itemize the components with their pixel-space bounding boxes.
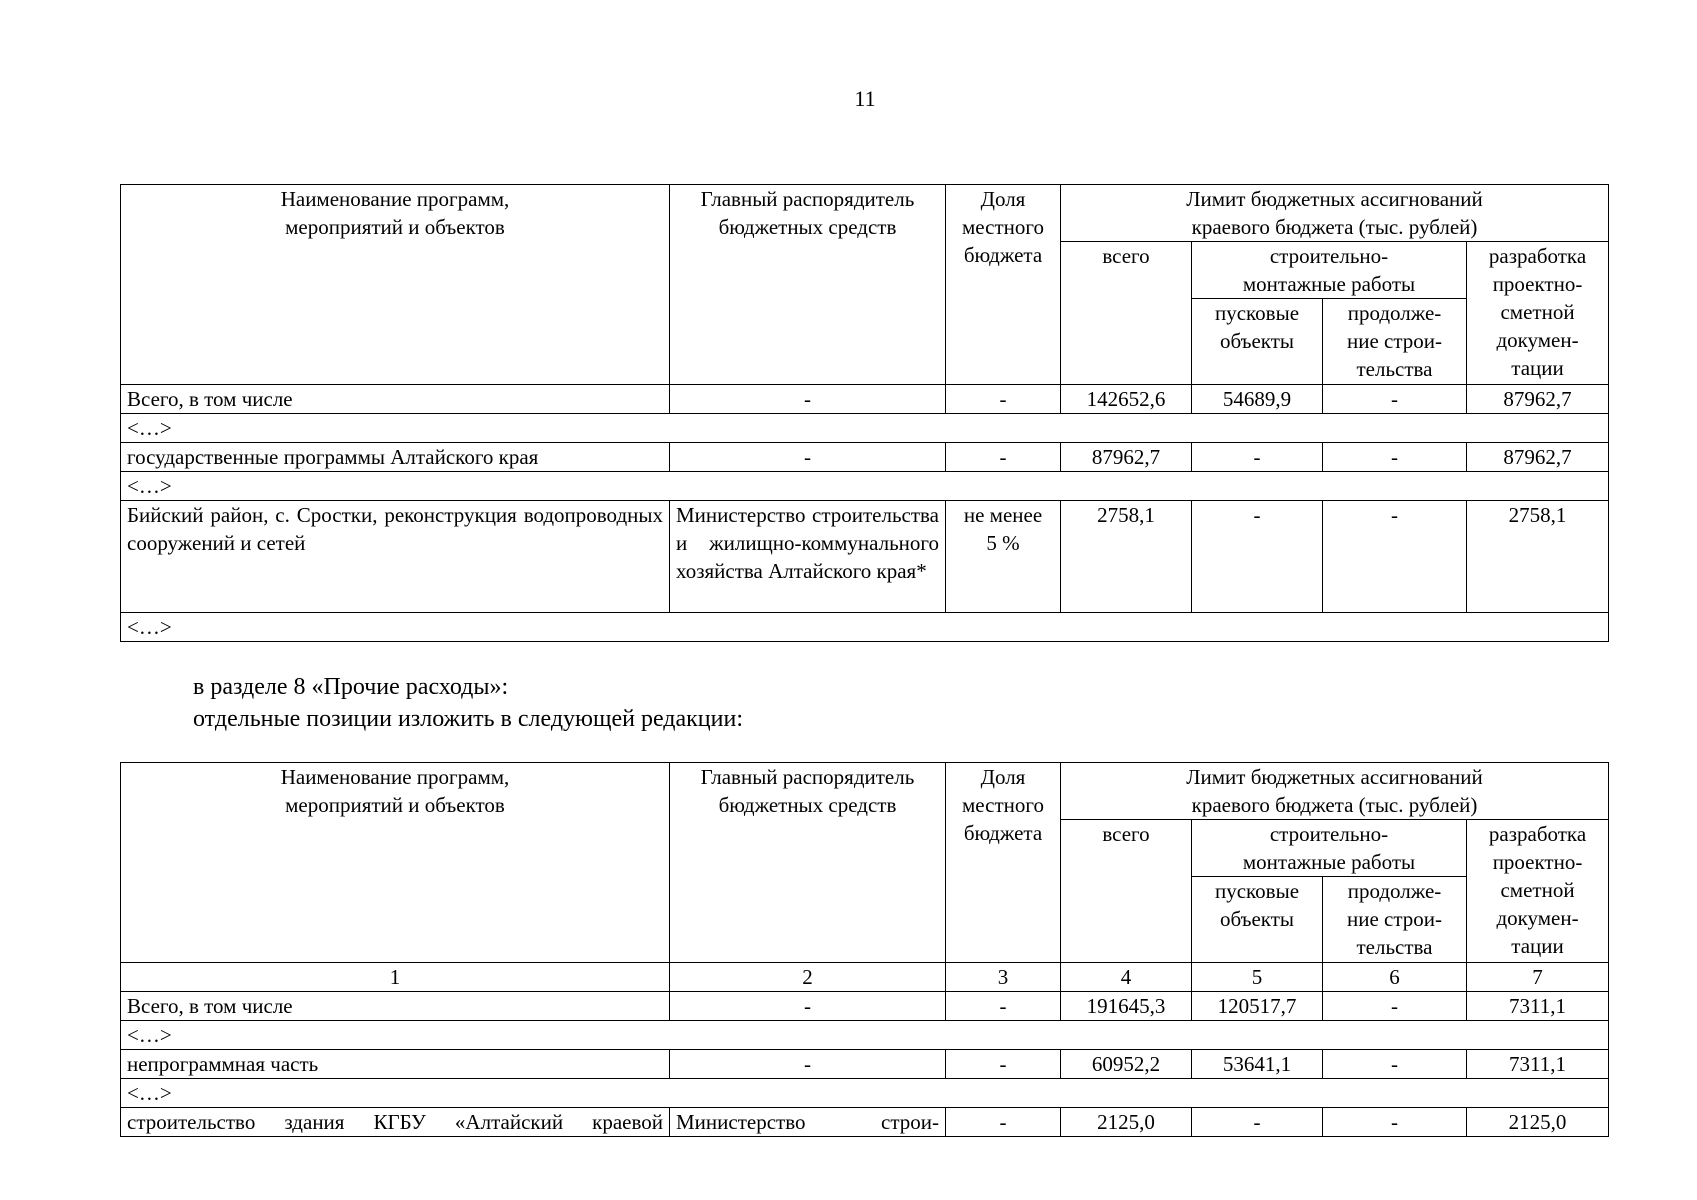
header-design-cell: разработка проектно- сметной докумен- тации <box>1467 820 1609 963</box>
table-row-ellipsis <box>121 1021 1609 1050</box>
header-name-cell: Наименование программ, мероприятий и объектов <box>121 185 670 385</box>
header-limit-cell: Лимит бюджетных ассигнований краевого бюджета (тыс. рублей) <box>1061 185 1609 242</box>
column-number: 7 <box>1467 963 1609 992</box>
header-limit-cell: Лимит бюджетных ассигнований краевого бюджета (тыс. рублей) <box>1061 763 1609 820</box>
header-total-cell: всего <box>1061 820 1192 963</box>
row-share: не менее 5 % <box>946 501 1061 613</box>
ellipsis-cell: <…> <box>121 613 1609 642</box>
table-row-ellipsis <box>121 472 1609 501</box>
header-construction-cell: строительно- монтажные работы <box>1192 242 1467 299</box>
row-continued-value: - <box>1323 385 1467 414</box>
row-manager: Министерство строи- <box>670 1108 946 1137</box>
table-row-programs <box>121 443 1609 472</box>
header-continued-cell: продолже- ние строи- тельства <box>1323 877 1467 963</box>
row-total-value: 191645,3 <box>1061 992 1192 1021</box>
ellipsis-cell: <…> <box>121 472 1609 501</box>
row-startup-value: 54689,9 <box>1192 385 1323 414</box>
row-design-value: 2125,0 <box>1467 1108 1609 1137</box>
row-name: непрограммная часть <box>121 1050 670 1079</box>
header-construction-cell: строительно- монтажные работы <box>1192 820 1467 877</box>
table-row-object <box>121 501 1609 613</box>
row-name: государственные программы Алтайского края <box>121 443 670 472</box>
column-number: 2 <box>670 963 946 992</box>
header-continued-cell: продолже- ние строи- тельства <box>1323 299 1467 385</box>
header-design-cell: разработка проектно- сметной докумен- тации <box>1467 242 1609 385</box>
column-number: 6 <box>1323 963 1467 992</box>
ellipsis-cell: <…> <box>121 1079 1609 1108</box>
row-share: - <box>946 1050 1061 1079</box>
row-name: строительство здания КГБУ «Алтайский краевой <box>121 1108 670 1137</box>
ellipsis-cell: <…> <box>121 414 1609 443</box>
column-number: 3 <box>946 963 1061 992</box>
table-row-ellipsis <box>121 1079 1609 1108</box>
header-name-cell: Наименование программ, мероприятий и объектов <box>121 763 670 963</box>
row-design-value: 7311,1 <box>1467 1050 1609 1079</box>
row-share: - <box>946 443 1061 472</box>
row-startup-value: 53641,1 <box>1192 1050 1323 1079</box>
table-row-ellipsis <box>121 414 1609 443</box>
row-startup-value: - <box>1192 1108 1323 1137</box>
row-manager: - <box>670 1050 946 1079</box>
header-share-cell: Доля местного бюджета <box>946 185 1061 385</box>
row-manager: - <box>670 385 946 414</box>
table-row-nonprogram <box>121 1050 1609 1079</box>
table-row-object <box>121 1108 1609 1137</box>
column-number: 4 <box>1061 963 1192 992</box>
row-design-value: 87962,7 <box>1467 385 1609 414</box>
row-total-value: 2758,1 <box>1061 501 1192 613</box>
row-manager: Министерство строительства и жилищно-коммунального хозяйства Алтайского края* <box>670 501 946 613</box>
header-startup-cell: пусковые объекты <box>1192 877 1323 963</box>
row-name: Всего, в том числе <box>121 992 670 1021</box>
row-manager: - <box>670 992 946 1021</box>
row-continued-value: - <box>1323 1050 1467 1079</box>
row-total-value: 60952,2 <box>1061 1050 1192 1079</box>
row-manager: - <box>670 443 946 472</box>
budget-table-2 <box>120 762 1609 1137</box>
row-total-value: 142652,6 <box>1061 385 1192 414</box>
header-total-cell: всего <box>1061 242 1192 385</box>
row-name: Всего, в том числе <box>121 385 670 414</box>
column-number: 5 <box>1192 963 1323 992</box>
row-continued-value: - <box>1323 992 1467 1021</box>
header-share-cell: Доля местного бюджета <box>946 763 1061 963</box>
row-total-value: 2125,0 <box>1061 1108 1192 1137</box>
row-design-value: 87962,7 <box>1467 443 1609 472</box>
ellipsis-cell: <…> <box>121 1021 1609 1050</box>
row-total-value: 87962,7 <box>1061 443 1192 472</box>
table-row-total <box>121 385 1609 414</box>
budget-table-1 <box>120 184 1609 642</box>
row-design-value: 2758,1 <box>1467 501 1609 613</box>
instruction-text: отдельные позиции изложить в следующей редакции: <box>193 706 743 732</box>
row-name: Бийский район, с. Сростки, реконструкция водопроводных сооружений и сетей <box>121 501 670 613</box>
row-continued-value: - <box>1323 501 1467 613</box>
header-manager-cell: Главный распорядитель бюджетных средств <box>670 763 946 963</box>
table-row-ellipsis <box>121 613 1609 642</box>
section-reference-text: в разделе 8 «Прочие расходы»: <box>193 674 509 700</box>
row-startup-value: - <box>1192 501 1323 613</box>
row-startup-value: - <box>1192 443 1323 472</box>
page-number: 11 <box>854 86 876 111</box>
row-continued-value: - <box>1323 443 1467 472</box>
row-share: - <box>946 1108 1061 1137</box>
column-number-row <box>121 963 1609 992</box>
table-row-total <box>121 992 1609 1021</box>
row-design-value: 7311,1 <box>1467 992 1609 1021</box>
column-number: 1 <box>121 963 670 992</box>
row-continued-value: - <box>1323 1108 1467 1137</box>
header-manager-cell: Главный распорядитель бюджетных средств <box>670 185 946 385</box>
row-share: - <box>946 992 1061 1021</box>
row-share: - <box>946 385 1061 414</box>
header-startup-cell: пусковые объекты <box>1192 299 1323 385</box>
row-startup-value: 120517,7 <box>1192 992 1323 1021</box>
